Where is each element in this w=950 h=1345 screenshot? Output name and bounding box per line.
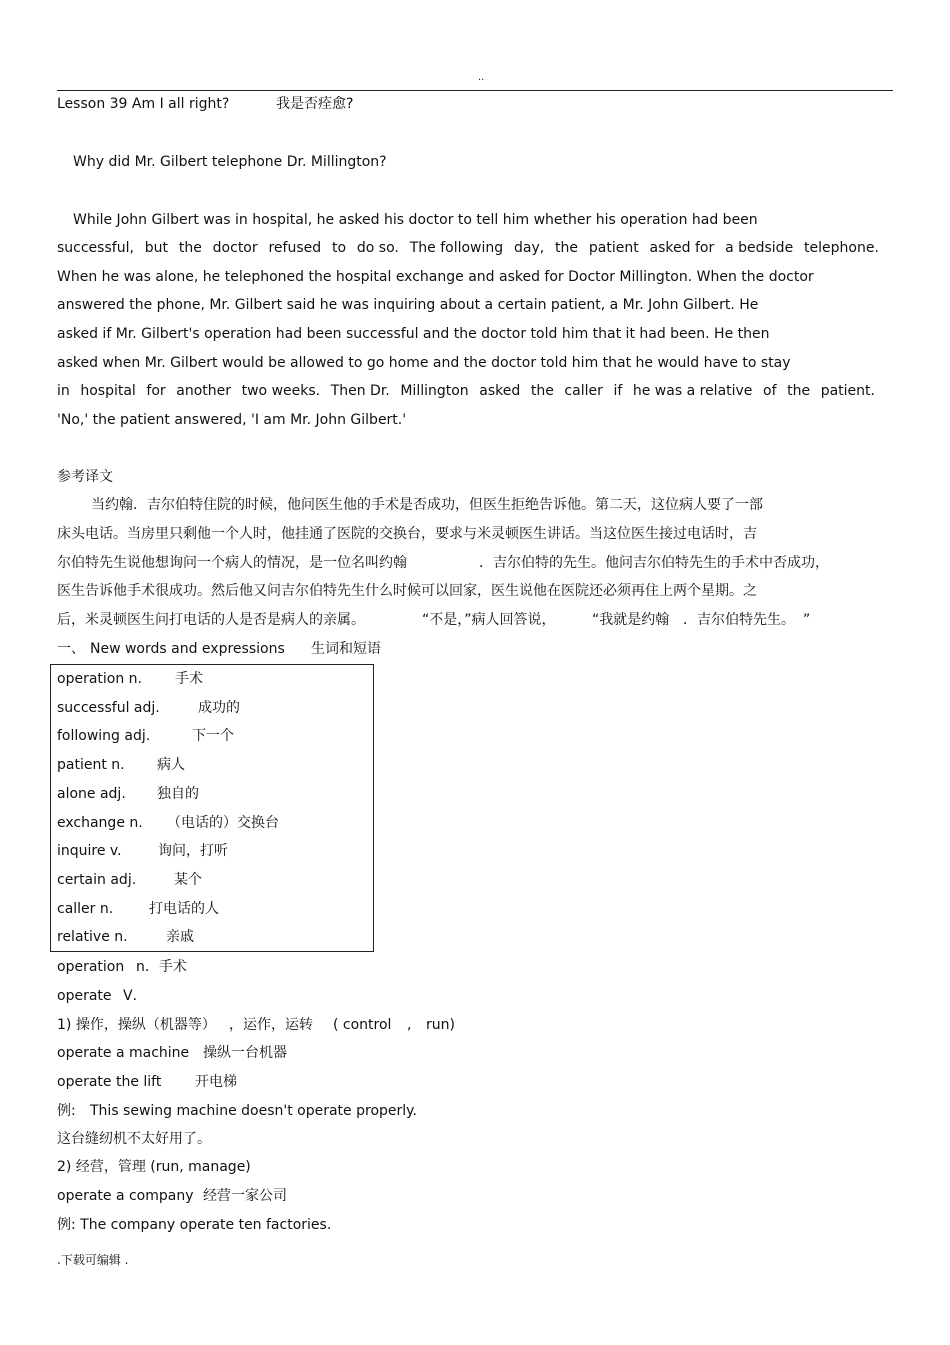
vocab-word: relative n.	[57, 929, 128, 946]
vocab-meaning: 手术	[175, 671, 203, 687]
note-phrase-1-zh: 操纵一台机器	[203, 1045, 287, 1061]
note-sense-1c: ( control	[333, 1017, 392, 1033]
note-sense-1e: run)	[426, 1017, 455, 1033]
story-line-8: 'No,' the patient answered, 'I am Mr. John Gilbert.'	[57, 412, 407, 428]
note-phrase-3: operate a company	[57, 1188, 194, 1204]
note-example-2: 例: The company operate ten factories.	[57, 1217, 332, 1233]
story-line-7-word: if	[613, 383, 623, 399]
vocab-meaning: 病人	[157, 757, 185, 774]
story-line-2-word: do so.	[356, 240, 399, 256]
section1-number: 一、	[57, 641, 85, 657]
lesson-title: Lesson 39 Am I all right?	[57, 96, 230, 112]
story-line-2-word: the	[178, 240, 202, 256]
story-line-2-word: the	[555, 240, 579, 256]
story-line-5: asked if Mr. Gilbert's operation had been successful and the doctor told him that it had been. He then	[57, 326, 770, 342]
footer-note: .下载可编辑 .	[57, 1253, 129, 1267]
story-line-2-word: day,	[514, 240, 545, 256]
story-line-7-word: asked	[479, 383, 521, 399]
vocab-word: successful adj.	[57, 699, 160, 716]
story-line-7-word: the	[530, 383, 554, 399]
story-line-7-word: for	[146, 383, 166, 399]
question: Why did Mr. Gilbert telephone Dr. Millington?	[73, 154, 387, 170]
note-example-1-zh: 这台缝纫机不太好用了。	[57, 1131, 211, 1147]
translation-line-5a: 后，米灵顿医生问打电话的人是否是病人的亲属。	[57, 612, 365, 628]
translation-line-2: 床头电话。当房里只剩他一个人时，他挂通了医院的交换台，要求与米灵顿医生讲话。当这位医生接过电话时，吉	[57, 526, 757, 542]
header-rule	[57, 90, 893, 91]
header-marker: ..	[478, 72, 485, 83]
story-line-7-word: Millington	[400, 383, 469, 399]
vocab-row	[57, 843, 228, 860]
story-line-7-word: of	[763, 383, 777, 399]
story-line-2-word: doctor	[212, 240, 258, 256]
story-line-2-word: The following	[409, 240, 504, 256]
vocab-word: inquire v.	[57, 843, 122, 860]
vocab-meaning: 成功的	[198, 699, 240, 716]
vocab-word: alone adj.	[57, 785, 126, 802]
vocab-word: caller n.	[57, 900, 114, 917]
story-line-2-word: patient	[588, 240, 639, 256]
translation-line-5e: ”	[803, 612, 811, 628]
vocab-row	[57, 699, 240, 716]
story-line-7-word: hospital	[80, 383, 136, 399]
story-line-7-word: caller	[564, 383, 603, 399]
story-line-4: answered the phone, Mr. Gilbert said he was inquiring about a certain patient, a Mr. John Gilbert. He	[57, 297, 759, 313]
story-line-7-word: he was a relative	[632, 383, 753, 399]
note-example-1: This sewing machine doesn't operate properly.	[90, 1103, 417, 1119]
vocab-row	[57, 671, 203, 687]
story-line-2-word: to	[332, 240, 347, 256]
vocab-word: operation n.	[57, 671, 142, 687]
story-line-7	[57, 383, 875, 399]
story-line-2-word: asked for	[649, 240, 715, 256]
note-operate: operate	[57, 988, 112, 1004]
story-line-1: While John Gilbert was in hospital, he asked his doctor to tell him whether his operation had been	[73, 212, 758, 228]
vocab-word: certain adj.	[57, 871, 137, 888]
translation-heading: 参考译文	[57, 469, 113, 485]
story-line-7-word: another	[176, 383, 232, 399]
story-line-3: When he was alone, he telephoned the hospital exchange and asked for Doctor Millington. When the doctor	[57, 269, 814, 285]
translation-line-5c: “我就是约翰	[592, 612, 670, 628]
story-line-7-word: the	[787, 383, 811, 399]
note-sense-2: 2) 经营，管理 (run, manage)	[57, 1159, 251, 1175]
vocab-row	[57, 785, 199, 802]
note-phrase-3-zh: 经营一家公司	[203, 1188, 287, 1204]
note-example-label: 例:	[57, 1103, 76, 1119]
story-line-7-word: in	[57, 383, 70, 399]
vocab-meaning: 亲戚	[166, 929, 194, 946]
story-line-2-word: but	[144, 240, 168, 256]
vocab-meaning: 某个	[174, 871, 202, 888]
section1-title-zh: 生词和短语	[311, 641, 381, 657]
vocab-meaning: （电话的）交换台	[167, 814, 279, 831]
translation-line-3a: 尔伯特先生说他想询问一个病人的情况，是一位名叫约翰	[57, 555, 407, 571]
vocab-row	[57, 814, 279, 831]
vocab-meaning: 独自的	[157, 785, 199, 802]
vocab-meaning: 打电话的人	[149, 900, 219, 917]
translation-line-5d: ．吉尔伯特先生。	[683, 612, 795, 628]
note-sense-1b: ，运作，运转	[229, 1017, 313, 1033]
section1-title: New words and expressions	[90, 641, 285, 657]
note-sense-1d: ,	[407, 1017, 412, 1033]
vocab-row	[57, 900, 219, 917]
story-line-6: asked when Mr. Gilbert would be allowed to go home and the doctor told him that he would have to stay	[57, 355, 791, 371]
story-line-7-word: patient.	[820, 383, 875, 399]
vocab-word: patient n.	[57, 757, 125, 774]
story-line-2-word: refused	[268, 240, 322, 256]
vocab-row	[57, 929, 194, 946]
note-operation: operation	[57, 959, 125, 975]
note-operate-pos: V．	[123, 988, 147, 1004]
story-line-2-word: telephone.	[804, 240, 879, 256]
vocab-row	[57, 871, 202, 888]
story-line-2-word: a bedside	[725, 240, 794, 256]
note-operation-def: n．手术	[136, 959, 187, 975]
translation-line-1: 当约翰．吉尔伯特住院的时候，他问医生他的手术是否成功，但医生拒绝告诉他。第二天，这位病人要了一部	[91, 497, 763, 513]
note-sense-1: 1) 操作，操纵（机器等）	[57, 1017, 216, 1033]
lesson-title-zh: 我是否痊愈?	[276, 96, 354, 112]
story-line-2	[57, 240, 879, 256]
story-line-7-word: Then Dr.	[330, 383, 390, 399]
story-line-2-word: successful,	[57, 240, 134, 256]
translation-line-5b: “不是，”病人回答说，	[422, 612, 556, 628]
story-line-7-word: two weeks.	[241, 383, 321, 399]
translation-line-4: 医生告诉他手术很成功。然后他又问吉尔伯特先生什么时候可以回家，医生说他在医院还必须再住上两个星期。之	[57, 583, 757, 599]
note-phrase-2: operate the lift	[57, 1074, 162, 1090]
vocab-meaning: 下一个	[192, 728, 234, 745]
vocab-word: exchange n.	[57, 814, 143, 831]
vocab-word: following adj.	[57, 728, 151, 745]
note-phrase-2-zh: 开电梯	[195, 1074, 237, 1090]
note-phrase-1: operate a machine	[57, 1045, 190, 1061]
vocab-row	[57, 728, 234, 745]
translation-line-3b: ．吉尔伯特的先生。他问吉尔伯特先生的手术中否成功，	[479, 555, 829, 571]
vocab-meaning: 询问，打听	[158, 843, 228, 860]
vocab-row	[57, 757, 185, 774]
